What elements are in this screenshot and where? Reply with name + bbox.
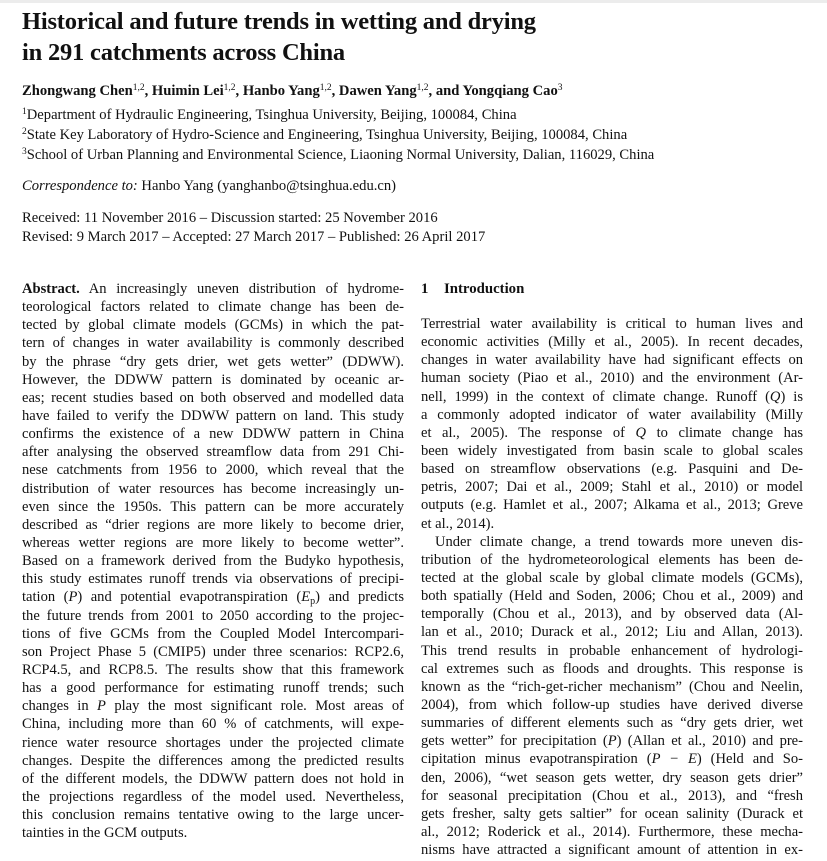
affiliation-marker: 3 [22, 147, 27, 157]
affiliation [22, 145, 812, 165]
author-affiliation-marker: 3 [557, 83, 563, 93]
text-line: gets wetter” for precipitation (P) (Allan et al., 2010) and pre- [421, 733, 803, 750]
affiliation-text: School of Urban Planning and Environmental Science, Liaoning Normal University, Dalian, 116029, China [26, 147, 655, 163]
section-number: 1 [421, 281, 429, 297]
math-variable: E [301, 589, 311, 606]
text-line: nese catchments from 1956 to 2000, which reveal that the [22, 462, 404, 479]
text-line: tern of changes in water availability is commonly described [22, 335, 404, 352]
text-line: been widely investigated from basin scale to global scales [421, 442, 803, 459]
affiliation [22, 125, 812, 145]
math-variable: P [68, 589, 78, 606]
text-line: distribution of water resources has become increasingly un- [22, 480, 404, 497]
text-line: this conclusion remains tentative owing to the large uncer- [22, 807, 404, 824]
title-line: Historical and future trends in wetting and drying [22, 8, 536, 35]
text-line: a commonly adopted indicator of water availability (Milly [421, 406, 803, 423]
text-line: rience water resource shortages under the projected climate [22, 734, 404, 751]
text-line: the future trends from 2001 to 2050 according to the projec- [22, 607, 404, 624]
dates-line: Revised: 9 March 2017 – Accepted: 27 March 2017 – Published: 26 April 2017 [22, 229, 486, 245]
author-name: Yongqiang Cao [462, 83, 558, 99]
author-name: Dawen Yang [338, 83, 417, 99]
title-line: in 291 catchments across China [22, 39, 345, 66]
text-line: tions of five GCMs from the Coupled Model Intercompari- [22, 625, 404, 642]
abstract [22, 280, 404, 842]
author-name: Hanbo Yang [242, 83, 320, 99]
text-line: cipitation minus evapotranspiration (P − E) (Held and So- [421, 751, 803, 768]
text-line: petris, 2007; Dai et al., 2009; Stahl et al., 2010) or model [421, 479, 803, 496]
text-line: have failed to verify the DDWW pattern on land. This study [22, 407, 404, 424]
text-line: confirms the existence of a new DDWW pattern in China [22, 426, 404, 443]
text-line: the projections regardless of the model used. Nevertheless, [22, 788, 404, 805]
affiliation-marker: 1 [22, 107, 27, 117]
text-line: changes. Despite the differences among the predicted results [22, 752, 404, 769]
author-affiliation-marker: 1,2 [416, 83, 429, 93]
text-line: den, 2006), “wet season gets wetter, dry season gets drier” [421, 769, 803, 786]
text-line: described as “drier regions are more likely to become drier, [22, 516, 404, 533]
text-line: This trend results in probable enhancement of hydrologi- [421, 642, 803, 659]
text-line: temporally (Chou et al., 2013), and by observed data (Al- [421, 606, 803, 623]
author-affiliation-marker: 1,2 [223, 83, 236, 93]
text-line: of the different models, the DDWW pattern does not hold in [22, 770, 404, 787]
text-line: tribution of the hydrometeorological elements has been de- [421, 551, 803, 568]
section-heading [421, 280, 803, 298]
author-name: Zhongwang Chen [22, 83, 133, 99]
text-line: 2004), from which follow-up studies have derived diverse [421, 696, 803, 713]
affiliation-list [22, 105, 812, 165]
text-line: son Project Phase 5 (CMIP5) under three scenarios: RCP2.6, [22, 643, 404, 660]
text-line: both spatially (Held and Soden, 2006; Chou et al., 2009) and [421, 588, 803, 605]
text-line: nisms have attracted a significant amount of attention in ex- [421, 842, 803, 859]
math-variable: P [607, 733, 617, 750]
author-name: Huimin Lei [151, 83, 224, 99]
text-line: has a good performance for estimating runoff trends; such [22, 680, 404, 697]
text-line: based on streamflow observations (e.g. Pasquini and De- [421, 461, 803, 478]
paragraph [421, 315, 803, 533]
text-line: summaries of different elements such as “dry gets drier, wet [421, 715, 803, 732]
text-line: for seasonal precipitation (Chou et al., 2013), and “fresh [421, 787, 803, 804]
text-line: et al., 2005). The response of Q to climate change has [421, 424, 803, 441]
math-variable: P [97, 698, 106, 715]
text-line: gets fresher, salty gets saltier” for ocean salinity (Durack et [421, 805, 803, 822]
paragraph [421, 533, 803, 860]
text-line: tected at the global scale by global climate models (GCMs), [421, 569, 803, 586]
math-variable: Q [635, 424, 647, 441]
top-border [0, 0, 827, 3]
text-line: RCP4.5, and RCP8.5. The results show that this framework [22, 661, 404, 678]
text-line: tainties in the GCM outputs. [22, 825, 188, 842]
affiliation-text: State Key Laboratory of Hydro-Science and Engineering, Tsinghua University, Beijing, 100084, China [26, 127, 628, 143]
text-line: whereas wetter regions are more likely to become wetter”. [22, 534, 404, 551]
publication-dates [22, 209, 485, 247]
math-variable: P − E [651, 751, 697, 768]
text-line: outputs (e.g. Hamlet et al., 2007; Alkama et al., 2013; Greve [421, 497, 803, 514]
text-line: changes in P play the most significant role. Most areas of [22, 698, 404, 715]
text-line: tected by global climate models (GCMs) in which the pat- [22, 317, 404, 334]
correspondence [22, 177, 396, 195]
abstract-column [22, 280, 404, 842]
math-subscript: p [310, 596, 316, 608]
text-line: human society (Piao et al., 2010) and the environment (Ar- [421, 370, 803, 387]
text-line: al., 2012; Roderick et al., 2014). Furthermore, these mecha- [421, 823, 803, 840]
text-line: eas; recent studies based on both observed and modelled data [22, 389, 404, 406]
math-variable: Q [769, 388, 781, 405]
text-line: by the phrase “dry gets drier, wet gets wetter” (DDWW). [22, 353, 404, 370]
text-line: However, the DDWW pattern is dominated by oceanic ar- [22, 371, 404, 388]
text-line: Terrestrial water availability is critical to human lives and [421, 316, 803, 332]
affiliation-text: Department of Hydraulic Engineering, Tsinghua University, Beijing, 100084, China [26, 107, 517, 123]
text-line: lan et al., 2010; Durack et al., 2012; Liu and Allan, 2013). [421, 624, 803, 641]
text-line: Under climate change, a trend towards more uneven dis- [435, 533, 803, 550]
author-affiliation-marker: 1,2 [319, 83, 332, 93]
affiliation [22, 105, 812, 125]
text-line: tation (P) and potential evapotranspiration $(E_p)$ and predicts [22, 589, 405, 608]
introduction-body [421, 315, 803, 859]
text-line: Based on a framework derived from the Budyko hypothesis, [22, 553, 404, 570]
text-line: after analysing the observed streamflow data from 291 Chi- [22, 444, 404, 461]
text-line: et al., 2014). [421, 515, 495, 532]
affiliation-marker: 2 [22, 127, 27, 137]
author-list: Zhongwang Chen$^{1,2}$, Huimin Lei$^{1,2}$, Hanbo Yang$^{1,2}$, Dawen Yang$^{1,2}$, and Yongqiang Cao$^3$ [22, 83, 563, 99]
text-line: cal extremes such as floods and droughts. This response is [421, 660, 803, 677]
dates-line: Received: 11 November 2016 – Discussion started: 25 November 2016 [22, 210, 438, 226]
text-line: China, including more than 60 % of catchments, will expe- [22, 716, 404, 733]
text-line: known as the “rich-get-richer mechanism” (Chou and Neelin, [421, 678, 803, 695]
correspondence-text: Hanbo Yang (yanghanbo@tsinghua.edu.cn) [137, 178, 397, 194]
text-line: nell, 1999) in the context of climate change. Runoff (Q) is [421, 388, 803, 405]
introduction-column [421, 280, 803, 859]
text-line: changes in water availability have had significant effects on [421, 352, 803, 369]
author-affiliation-marker: 1,2 [132, 83, 145, 93]
correspondence-label: Correspondence to: [22, 178, 138, 194]
abstract-label: Abstract. [22, 281, 80, 297]
paper-title [22, 6, 642, 68]
section-title: Introduction [444, 281, 525, 297]
text-line: this study estimates runoff trends via observations of precipi- [22, 571, 404, 588]
text-line: economic activities (Milly et al., 2005). In recent decades, [421, 334, 803, 351]
text-line: even since the 1950s. This pattern can be more accurately [22, 498, 404, 515]
text-line: teorological factors related to climate change has been de- [22, 299, 404, 316]
text-line: Abstract. An increasingly uneven distribution of hydrome- [22, 281, 404, 297]
